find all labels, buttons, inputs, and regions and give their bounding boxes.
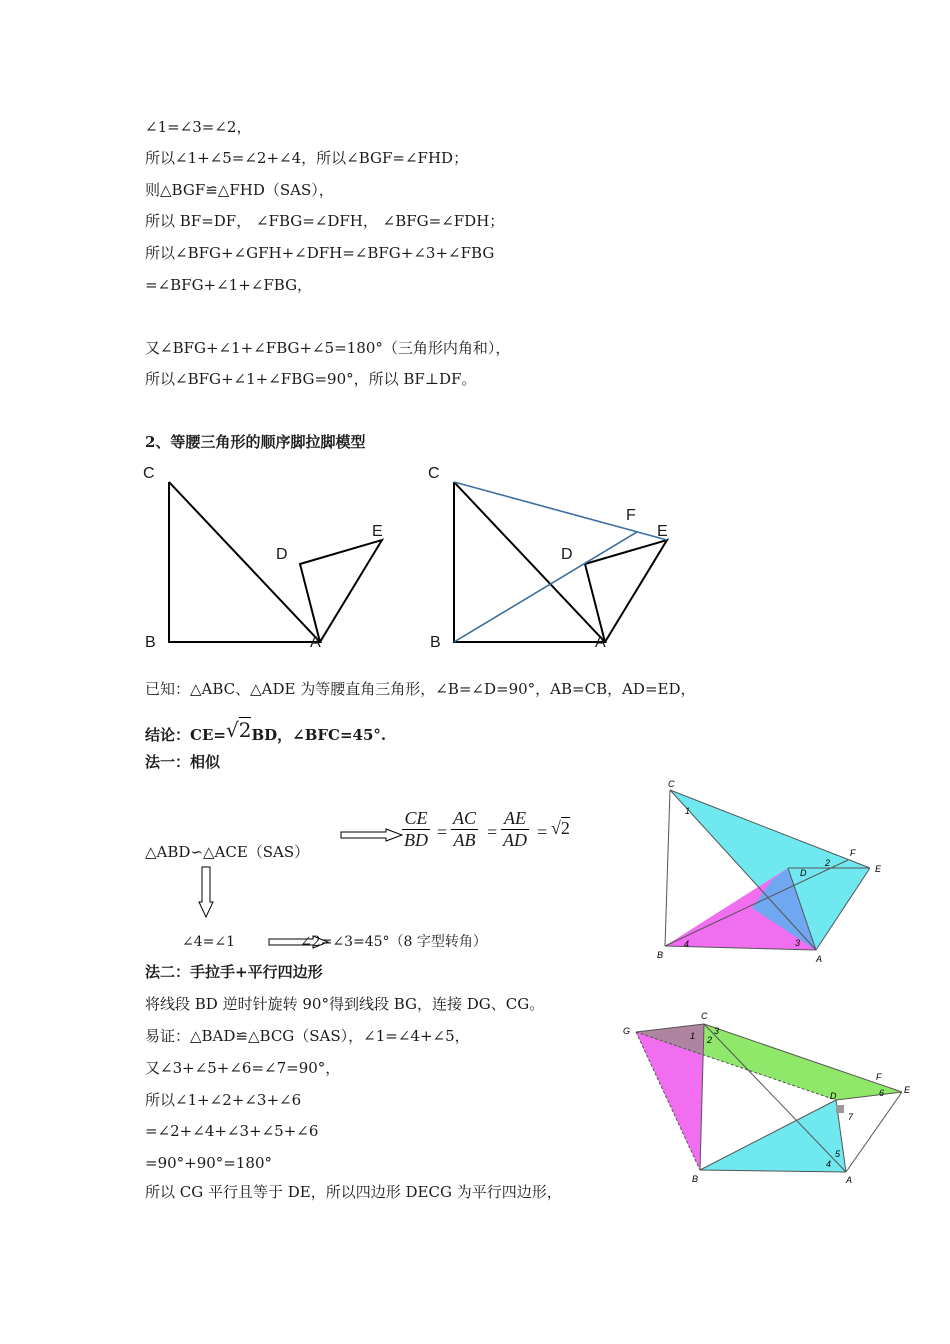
fig2-label-a: A — [595, 634, 606, 651]
fig2-label-d: D — [561, 546, 573, 563]
conclusion-sqrt-sign: √ — [225, 718, 239, 742]
sqrt-result-value: 2 — [560, 818, 570, 838]
fig4-label-g: G — [623, 1026, 631, 1036]
method2-title: 法二：手拉手+平行四边形 — [145, 963, 323, 981]
sqrt-result: √2 — [551, 818, 570, 838]
fraction-ae-ad — [501, 808, 529, 851]
fraction-den: AB — [453, 830, 476, 850]
equals-sign: = — [537, 822, 548, 842]
fig1-label-e: E — [372, 523, 383, 540]
fig4-angle-1: 1 — [690, 1031, 696, 1041]
similar-text: △ABD∽△ACE（SAS） — [145, 843, 310, 861]
fig4-label-e: E — [904, 1085, 911, 1095]
figure-4 — [618, 1010, 918, 1190]
proof-line-7: 又∠BFG+∠1+∠FBG+∠5=180°（三角形内角和）， — [145, 339, 511, 357]
proof-line-6: =∠BFG+∠1+∠FBG， — [145, 276, 313, 294]
proof-line-3: 则△BGF≌△FHD（SAS）， — [145, 181, 334, 199]
fraction-ac-ab — [451, 808, 478, 851]
proof-line-1: ∠1=∠3=∠2， — [145, 118, 252, 136]
fig3-angle-4: 4 — [684, 939, 690, 949]
figure-2 — [425, 462, 685, 652]
fig2-label-c: C — [428, 465, 440, 482]
fig3-angle-3: 3 — [795, 938, 801, 948]
fig2-label-f: F — [626, 507, 636, 524]
fraction-num: AE — [501, 808, 529, 830]
conclusion-suffix: BD，∠BFC=45°. — [251, 726, 387, 744]
proof-line-5: 所以∠BFG+∠GFH+∠DFH=∠BFG+∠3+∠FBG — [145, 244, 495, 262]
equals-sign: = — [487, 822, 498, 842]
method2-line-3: 又∠3+∠5+∠6=∠7=90°， — [145, 1059, 341, 1077]
fig1-label-b: B — [145, 634, 156, 651]
method2-line-6: =90°+90°=180° — [145, 1154, 273, 1172]
fig3-angle-2: 2 — [825, 858, 831, 868]
fig3-label-d: D — [800, 868, 807, 878]
fraction-ce-bd — [402, 808, 430, 851]
fig4-label-f: F — [876, 1072, 882, 1082]
angle-eq-text: ∠4=∠1 — [182, 934, 236, 950]
method2-line-7: 所以 CG 平行且等于 DE，所以四边形 DECG 为平行四边形， — [145, 1183, 562, 1201]
fig1-label-d: D — [276, 546, 288, 563]
given-text: 已知：△ABC、△ADE 为等腰直角三角形，∠B=∠D=90°，AB=CB，AD=ED， — [145, 680, 696, 698]
method1-title: 法一：相似 — [145, 753, 221, 771]
fig4-label-d: D — [830, 1091, 837, 1101]
section-title: 2、等腰三角形的顺序脚拉脚模型 — [145, 433, 366, 451]
fig4-angle-4: 4 — [826, 1159, 832, 1169]
fig4-angle-7: 7 — [848, 1112, 854, 1122]
proof-line-2: 所以∠1+∠5=∠2+∠4，所以∠BGF=∠FHD； — [145, 149, 469, 167]
fig4-angle-5: 5 — [835, 1149, 841, 1159]
proof-line-4: 所以 BF=DF， ∠FBG=∠DFH， ∠BFG=∠FDH； — [145, 212, 505, 230]
proof-line-8: 所以∠BFG+∠1+∠FBG=90°，所以 BF⊥DF。 — [145, 370, 477, 388]
method2-line-2: 易证：△BAD≌△BCG（SAS），∠1=∠4+∠5， — [145, 1027, 470, 1045]
conclusion-prefix: 结论：CE= — [145, 726, 226, 744]
fig3-label-c: C — [668, 779, 675, 789]
fig2-label-b: B — [430, 634, 441, 651]
fig1-label-a: A — [310, 634, 321, 651]
fig4-label-b: B — [692, 1174, 699, 1184]
equals-sign: = — [437, 822, 448, 842]
fraction-den: BD — [404, 830, 428, 850]
fig3-label-e: E — [875, 864, 882, 874]
figure-3 — [648, 780, 888, 970]
fig4-angle-2: 2 — [707, 1035, 713, 1045]
conclusion-sqrt-value: 2 — [238, 718, 252, 742]
fig4-angle-6: 6 — [879, 1088, 885, 1098]
fig4-label-a: A — [846, 1175, 853, 1185]
method2-line-5: =∠2+∠4+∠3+∠5+∠6 — [145, 1122, 319, 1140]
fig4-angle-3: 3 — [714, 1026, 720, 1036]
fraction-num: AC — [453, 808, 477, 828]
figure-1 — [140, 462, 400, 652]
fig2-label-e: E — [657, 523, 668, 540]
fig3-label-b: B — [657, 950, 664, 960]
arrow-right-icon — [340, 828, 404, 842]
fraction-num: CE — [402, 808, 430, 830]
angle-result-text: ∠2=∠3=45°（8 字型转角） — [300, 934, 487, 950]
method2-line-1: 将线段 BD 逆时针旋转 90°得到线段 BG，连接 DG、CG。 — [145, 995, 545, 1013]
method2-line-4: 所以∠1+∠2+∠3+∠6 — [145, 1091, 302, 1109]
arrow-down-icon — [198, 866, 214, 918]
fig3-angle-1: 1 — [685, 806, 691, 816]
fraction-den: AD — [503, 830, 527, 850]
fig1-label-c: C — [143, 465, 155, 482]
fig3-label-f: F — [850, 848, 856, 858]
conclusion — [145, 720, 386, 745]
fig4-label-c: C — [701, 1011, 708, 1021]
fig3-label-a: A — [816, 954, 823, 964]
